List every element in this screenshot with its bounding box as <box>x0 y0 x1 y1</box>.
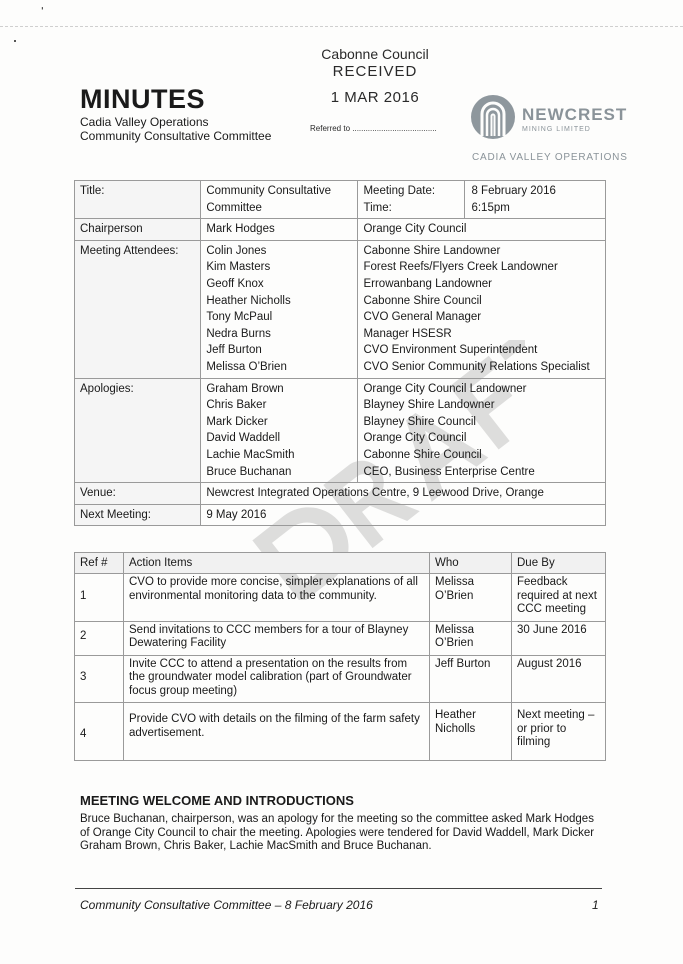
attendees-label: Meeting Attendees: <box>75 240 201 378</box>
title-value: Community Consultative Committee <box>201 181 358 219</box>
action-due: Feedback required at next CCC meeting <box>512 574 606 622</box>
footer-divider <box>75 888 602 889</box>
attendee-role: Cabonne Shire Landowner <box>363 244 501 257</box>
apology-name: Graham Brown <box>206 382 284 395</box>
action-items-table <box>74 552 606 761</box>
col-item-header: Action Items <box>124 553 430 574</box>
attendee-name: Kim Masters <box>206 261 271 274</box>
stamp-date: 1 MAR 2016 <box>330 89 420 106</box>
time-label: Time: <box>363 201 392 214</box>
table-row <box>75 655 606 703</box>
newcrest-logo <box>470 92 630 167</box>
attendee-role: CVO Environment Superintendent <box>363 344 538 357</box>
apology-name: David Waddell <box>206 432 281 445</box>
next-meeting-value: 9 May 2016 <box>201 504 606 526</box>
action-item: Send invitations to CCC members for a tour of Blayney Dewatering Facility <box>124 621 430 655</box>
table-row <box>75 621 606 655</box>
col-who-header: Who <box>430 553 512 574</box>
action-header-row <box>75 553 606 574</box>
next-meeting-row <box>75 504 606 526</box>
meeting-info-table <box>74 180 606 526</box>
attendees-row <box>75 240 606 378</box>
received-stamp <box>310 46 440 133</box>
apology-name: Bruce Buchanan <box>206 465 292 478</box>
apology-role: Blayney Shire Landowner <box>363 399 495 412</box>
logo-division: CADIA VALLEY OPERATIONS <box>472 152 628 163</box>
attendee-role: Errowanbang Landowner <box>363 277 492 290</box>
title-label: Title: <box>75 181 201 219</box>
action-ref: 4 <box>75 703 124 761</box>
time-value: 6:15pm <box>471 201 510 214</box>
venue-value: Newcrest Integrated Operations Centre, 9 Leewood Drive, Orange <box>201 483 606 505</box>
apology-role: Orange City Council <box>363 432 467 445</box>
apologies-row <box>75 378 606 483</box>
action-due: 30 June 2016 <box>512 621 606 655</box>
attendee-name: Nedra Burns <box>206 327 271 340</box>
action-item: Invite CCC to attend a presentation on the results from the groundwater model calibration (part of Groundwater focus group meeting) <box>124 655 430 703</box>
action-who: Heather Nicholls <box>430 703 512 761</box>
meeting-date-value: 8 February 2016 <box>471 185 556 197</box>
apology-role: Cabonne Shire Council <box>363 448 482 461</box>
action-who: Melissa O’Brien <box>430 621 512 655</box>
logo-subtitle: MINING LIMITED <box>522 126 591 133</box>
document-subtitle-operations: Cadia Valley Operations <box>80 115 209 129</box>
scan-mark: ˈ <box>40 4 45 20</box>
apology-name: Chris Baker <box>206 399 267 412</box>
attendee-role: Cabonne Shire Council <box>363 294 482 307</box>
section-heading: MEETING WELCOME AND INTRODUCTIONS <box>80 793 354 808</box>
chair-name: Mark Hodges <box>201 219 358 241</box>
page-number: 1 <box>592 898 599 912</box>
action-item: Provide CVO with details on the filming of the farm safety advertisement. <box>124 703 430 761</box>
col-ref-header: Ref # <box>75 553 124 574</box>
attendee-name: Melissa O’Brien <box>206 360 287 373</box>
document-subtitle-committee: Community Consultative Committee <box>80 129 272 143</box>
section-paragraph: Bruce Buchanan, chairperson, was an apology for the meeting so the committee asked Mark Hodges of Orange City Council to chair the meeting. Apologies were tendered for David Waddell, Mark Dicker Graham Brown, Chris Baker, Lachie MacSmith and Bruce Buchanan. <box>80 813 595 853</box>
apology-role: Orange City Council Landowner <box>363 382 527 395</box>
chair-label: Chairperson <box>75 219 201 241</box>
scan-dot <box>14 40 16 42</box>
table-row <box>75 703 606 761</box>
attendee-role: CVO Senior Community Relations Specialist <box>363 360 590 373</box>
table-row <box>75 574 606 622</box>
action-ref: 1 <box>75 574 124 622</box>
attendee-role: Manager HSESR <box>363 327 452 340</box>
apology-name: Lachie MacSmith <box>206 448 295 461</box>
stamp-received: RECEIVED <box>332 63 418 80</box>
chair-row <box>75 219 606 241</box>
apology-role: Blayney Shire Council <box>363 415 476 428</box>
next-meeting-label: Next Meeting: <box>75 504 201 526</box>
footer-text: Community Consultative Committee – 8 February 2016 <box>80 898 373 912</box>
action-due: August 2016 <box>512 655 606 703</box>
action-due: Next meeting – or prior to filming <box>512 703 606 761</box>
stamp-council: Cabonne Council <box>321 46 429 62</box>
action-ref: 3 <box>75 655 124 703</box>
meeting-date-label: Meeting Date: <box>363 185 436 197</box>
action-item: CVO to provide more concise, simpler explanations of all environmental monitoring data to the community. <box>124 574 430 622</box>
attendee-name: Tony McPaul <box>206 311 273 324</box>
attendee-role: Forest Reefs/Flyers Creek Landowner <box>363 261 558 274</box>
logo-brand: NEWCREST <box>522 105 628 124</box>
chair-org: Orange City Council <box>358 219 606 241</box>
attendee-name: Heather Nicholls <box>206 294 291 307</box>
stamp-referred: Referred to ...................................... <box>310 124 437 133</box>
attendee-role: CVO General Manager <box>363 311 482 324</box>
document-title: MINUTES <box>80 84 205 114</box>
venue-label: Venue: <box>75 483 201 505</box>
apologies-label: Apologies: <box>75 378 201 483</box>
col-due-header: Due By <box>512 553 606 574</box>
action-who: Melissa O’Brien <box>430 574 512 622</box>
apology-role: CEO, Business Enterprise Centre <box>363 465 535 478</box>
attendee-name: Jeff Burton <box>206 344 262 357</box>
newcrest-logo-icon <box>470 92 516 142</box>
apology-name: Mark Dicker <box>206 415 268 428</box>
top-divider <box>0 26 683 27</box>
title-row <box>75 181 606 219</box>
attendee-name: Colin Jones <box>206 244 267 257</box>
action-who: Jeff Burton <box>430 655 512 703</box>
venue-row <box>75 483 606 505</box>
attendee-name: Geoff Knox <box>206 277 264 290</box>
action-ref: 2 <box>75 621 124 655</box>
